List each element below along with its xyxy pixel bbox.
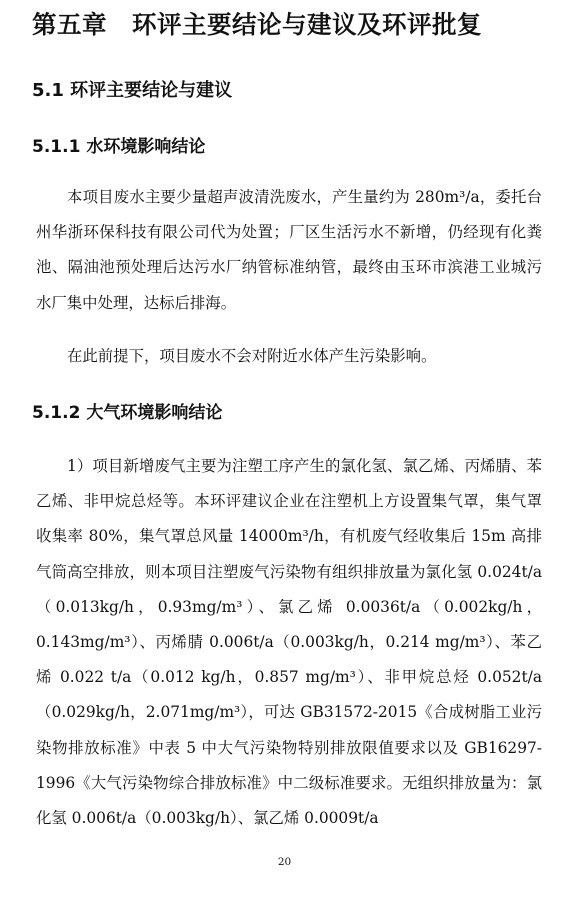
air-paragraph-1: 1）项目新增废气主要为注塑工序产生的氯化氢、氯乙烯、丙烯腈、苯乙烯、非甲烷总烃等。本环评建议企业在注塑机上方设置集气罩，集气罩收集率 80%，集气罩总风量 14000m³/h，有机废气经收集后 15m 高排气筒高空排放，则本项目注塑废气污染物有组织排放量为氯化氢 0.024t/a（0.013kg/h，0.93mg/m³）、氯乙烯 0.0036t/a（0.002kg/h，0.143mg/m³）、丙烯腈 0.006t/a（0.003kg/h，0.214 mg/m³）、苯乙烯 0.022 t/a（0.012 kg/h，0.857 mg/m³）、非甲烷总烃 0.052t/a（0.029kg/h，2.071mg/m³），可达 GB31572-2015《合成树脂工业污染物排放标准》中表 5 中大气污染物特别排放限值要求以及 GB16297-1996《大气污染物综合排放标准》中二级标准要求。无组织排放量为：氯化氢 0.006t/a（0.003kg/h）、氯乙烯 0.0009t/a (36, 457, 542, 828)
water-paragraph-2: 在此前提下，项目废水不会对附近水体产生污染影响。 (67, 347, 437, 365)
water-paragraph-1: 本项目废水主要少量超声波清洗废水，产生量约为 280m³/a，委托台州华浙环保科技有限公司代为处置；厂区生活污水不新增，仍经现有化粪池、隔油池预处理后达污水厂纳管标准纳管，最终由玉环市滨港工业城污水厂集中处理，达标后排海。 (36, 188, 542, 312)
section-heading-5-1: 5.1 环评主要结论与建议 (32, 80, 233, 101)
chapter-title: 第五章 环评主要结论与建议及环评批复 (32, 10, 482, 39)
subsection-heading-5-1-1: 5.1.1 水环境影响结论 (32, 137, 206, 157)
subsection-heading-5-1-2: 5.1.2 大气环境影响结论 (32, 403, 223, 423)
page-number: 20 (277, 856, 292, 868)
